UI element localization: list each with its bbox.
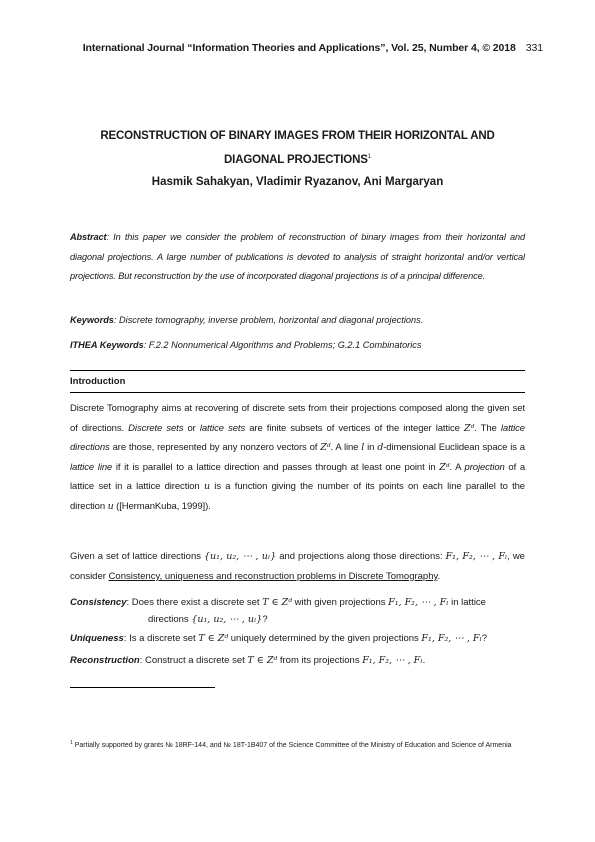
- intro-text: are those, represented by any nonzero vectors of: [109, 442, 321, 453]
- def-text: ?: [262, 614, 268, 625]
- given-text: Given a set of lattice directions: [70, 551, 204, 562]
- term-lattice-sets: lattice sets: [199, 422, 246, 434]
- def-text: : Does there exist a discrete set: [126, 597, 263, 608]
- def-text: : Is a discrete set: [123, 633, 199, 644]
- math-directions: {u₁, u₂, ⋯ , uₗ}: [191, 614, 263, 625]
- section-heading: Introduction: [70, 376, 126, 387]
- abstract-text: : In this paper we consider the problem of reconstruction of binary images from their horizontal and diagonal projections. A large number of publications is devoted to analysis of straight horizontal and/or vertical projections. But reconstruction by the use of incorporated diagonal projections is of a principal difference.: [70, 232, 525, 281]
- uniqueness-definition: [70, 630, 525, 647]
- keywords: [70, 313, 525, 327]
- ithea-keywords-label: ITHEA Keywords: [70, 340, 144, 350]
- term-lattice-line: lattice line: [70, 461, 113, 473]
- intro-text: . A line: [330, 442, 362, 453]
- term-lattice-directions: lattice directions: [70, 422, 525, 453]
- term-projection: projection: [464, 461, 505, 473]
- math-u: u: [107, 500, 114, 512]
- def-text: from its projections: [277, 655, 363, 666]
- math-directions: {u₁, u₂, ⋯ , uₗ}: [203, 551, 277, 562]
- intro-text: . A: [449, 461, 465, 473]
- def-text: with given projections: [292, 597, 389, 608]
- intro-text: . The: [474, 422, 501, 434]
- math-t: T ∈ Zᵈ: [262, 597, 293, 608]
- math-zd: Zᵈ: [463, 422, 475, 434]
- math-d: d: [377, 442, 384, 453]
- ithea-keywords-text: : F.2.2 Nonnumerical Algorithms and Problems; G.2.1 Combinatorics: [143, 340, 422, 350]
- def-text: uniquely determined by the given projections: [228, 633, 422, 644]
- intro-text: is a function giving the number of its points on each line parallel to the direction: [70, 481, 525, 512]
- given-text: and projections along those directions:: [276, 551, 446, 562]
- math-t: T ∈ Zᵈ: [247, 655, 278, 666]
- intro-text: -dimensional Euclidean space is a: [383, 442, 525, 453]
- reconstruction-definition: [70, 652, 525, 669]
- intro-text: in: [364, 442, 378, 453]
- math-t: T ∈ Zᵈ: [198, 633, 229, 644]
- footnote-rule: [70, 687, 215, 688]
- def-text: ?: [481, 633, 488, 644]
- abstract: [70, 228, 525, 287]
- consistency-definition: [70, 594, 525, 628]
- keywords-text: : Discrete tomography, inverse problem, horizontal and diagonal projections.: [113, 315, 424, 325]
- title-line-1: RECONSTRUCTION OF BINARY IMAGES FROM THEIR HORIZONTAL AND: [100, 130, 495, 142]
- abstract-label: Abstract: [70, 232, 107, 242]
- title-footnote-mark: 1: [367, 154, 371, 160]
- def-text: : Construct a discrete set: [139, 655, 248, 666]
- math-projections: F₁, F₂, ⋯ , Fₗ: [421, 633, 482, 644]
- reconstruction-label: Reconstruction: [70, 655, 140, 666]
- page-number: 331: [525, 42, 543, 54]
- intro-text: Discrete Tomography aims at recovering of discrete sets from their projections composed along the given set of directions.: [70, 403, 525, 434]
- intro-paragraph: [70, 399, 525, 516]
- ithea-keywords: [70, 338, 525, 352]
- running-header: [83, 42, 543, 54]
- def-text: .: [422, 655, 426, 666]
- uniqueness-label: Uniqueness: [70, 633, 124, 644]
- math-u: u: [203, 481, 210, 492]
- math-projections: F₁, F₂, ⋯ , Fₗ: [388, 597, 449, 608]
- footnote-mark: 1: [70, 740, 73, 746]
- given-paragraph: [70, 547, 525, 587]
- def-text: in lattice directions: [148, 597, 486, 625]
- consistency-label: Consistency: [70, 597, 127, 608]
- paper-title: [70, 126, 525, 171]
- title-line-2: DIAGONAL PROJECTIONS: [224, 154, 368, 166]
- term-discrete-sets: Discrete sets: [128, 422, 184, 434]
- math-projections: F₁, F₂, ⋯ , Fₗ: [362, 655, 423, 666]
- given-text: , we consider: [70, 551, 525, 582]
- intro-text: or: [183, 422, 200, 434]
- keywords-label: Keywords: [70, 315, 114, 325]
- intro-text: if it is parallel to a lattice direction and passes through at least one point in: [112, 461, 440, 473]
- intro-text: of a lattice set in a lattice direction: [70, 461, 525, 492]
- journal-citation: International Journal “Information Theories and Applications”, Vol. 25, Number 4, © 2018: [82, 42, 516, 54]
- math-projections: F₁, F₂, ⋯ , Fₗ: [445, 551, 508, 562]
- section-rule-top: [70, 370, 525, 371]
- citation: ([HermanKuba, 1999]).: [113, 500, 211, 512]
- footnote-text: Partially supported by grants № 18RF-144, and № 18T-1B407 of the Science Committee of the Ministry of Education and Science of Armenia: [72, 742, 512, 749]
- math-zd: Zᵈ: [320, 442, 331, 453]
- footnote: [70, 736, 525, 753]
- problems-link[interactable]: Consistency, uniqueness and reconstruction problems in Discrete Tomography: [108, 571, 438, 582]
- given-text: .: [437, 571, 441, 582]
- math-zd: Zᵈ: [439, 461, 450, 473]
- math-l: l: [361, 442, 365, 453]
- section-rule-bottom: [70, 392, 525, 393]
- intro-text: are finite subsets of vertices of the integer lattice: [245, 422, 464, 434]
- author-list: Hasmik Sahakyan, Vladimir Ryazanov, Ani Margaryan: [151, 176, 444, 188]
